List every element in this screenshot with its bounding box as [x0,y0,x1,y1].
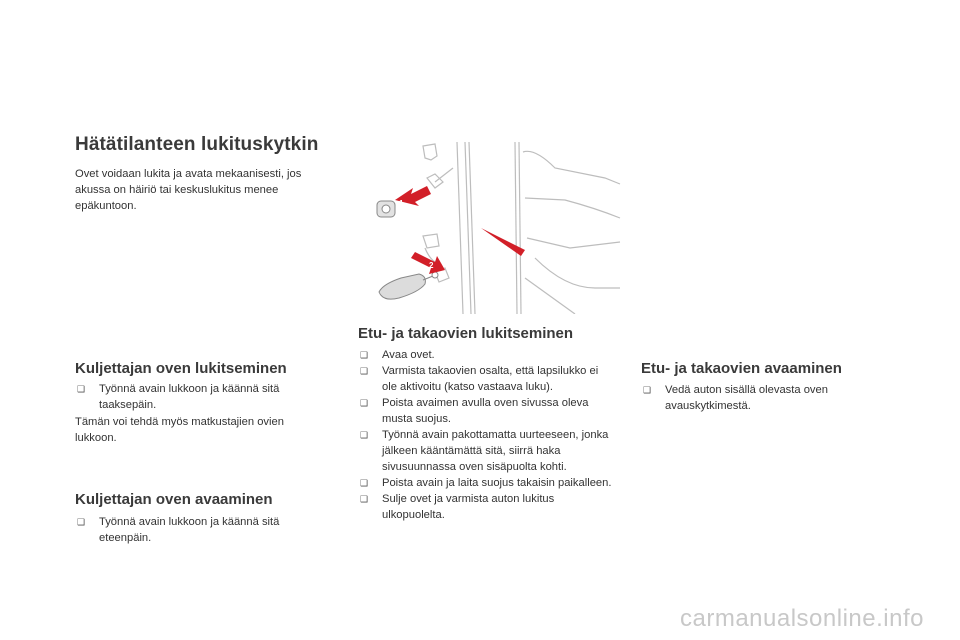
square-bullet-icon: ❑ [360,350,369,360]
list-item: ❑ Vedä auton sisällä olevasta oven avauskytkimestä. [643,384,828,412]
callout-1: 1 [399,199,404,208]
list-item: ❑ Sulje ovet ja varmista auton lukitus ulkopuolelta. [360,493,555,521]
square-bullet-icon: ❑ [360,398,369,408]
square-bullet-icon: ❑ [360,366,369,376]
callout-2: 2 [429,261,434,270]
doors-unlock-heading: Etu- ja takaovien avaaminen [641,360,842,377]
car-key-icon [379,272,438,299]
driver-lock-heading: Kuljettajan oven lukitseminen [75,360,287,377]
square-bullet-icon: ❑ [77,517,86,527]
square-bullet-icon: ❑ [360,478,369,488]
list-item: ❑ Varmista takaovien osalta, että lapsilukko ei ole aktivoitu (katso vastaava luku). [360,365,599,393]
square-bullet-icon: ❑ [643,385,652,395]
list-item: ❑ Työnnä avain lukkoon ja käännä sitä eteenpäin. [77,516,280,544]
driver-lock-list [75,381,315,413]
square-bullet-icon: ❑ [360,430,369,440]
door-lock-illustration [365,138,621,314]
driver-unlock-heading: Kuljettajan oven avaaminen [75,491,273,508]
list-item: ❑ Avaa ovet. [360,349,435,361]
list-item: ❑ Poista avain ja laita suojus takaisin paikalleen. [360,477,612,489]
list-item: ❑ Työnnä avain pakottamatta uurteeseen, jonka jälkeen kääntämättä sitä, siirrä haka sivusuunnassa oven sisäpuolta kohti. [360,429,609,473]
door-lock-drawing [365,138,621,314]
doors-lock-heading: Etu- ja takaovien lukitseminen [358,325,574,342]
driver-unlock-list [75,514,315,546]
square-bullet-icon: ❑ [360,494,369,504]
list-item: ❑ Työnnä avain lukkoon ja käännä sitä taaksepäin. [77,383,280,411]
doors-lock-list [358,347,616,523]
square-bullet-icon: ❑ [77,384,86,394]
driver-lock-note: Tämän voi tehdä myös matkustajien ovien lukkoon. [75,416,284,444]
page-title: Hätätilanteen lukituskytkin [75,134,319,155]
list-item: ❑ Poista avaimen avulla oven sivussa oleva musta suojus. [360,397,589,425]
intro-text: Ovet voidaan lukita ja avata mekaanisesti, jos akussa on häiriö tai keskuslukitus menee epäkuntoon. [75,168,302,212]
doors-unlock-list [641,382,861,414]
watermark: carmanualsonline.info [680,605,924,632]
